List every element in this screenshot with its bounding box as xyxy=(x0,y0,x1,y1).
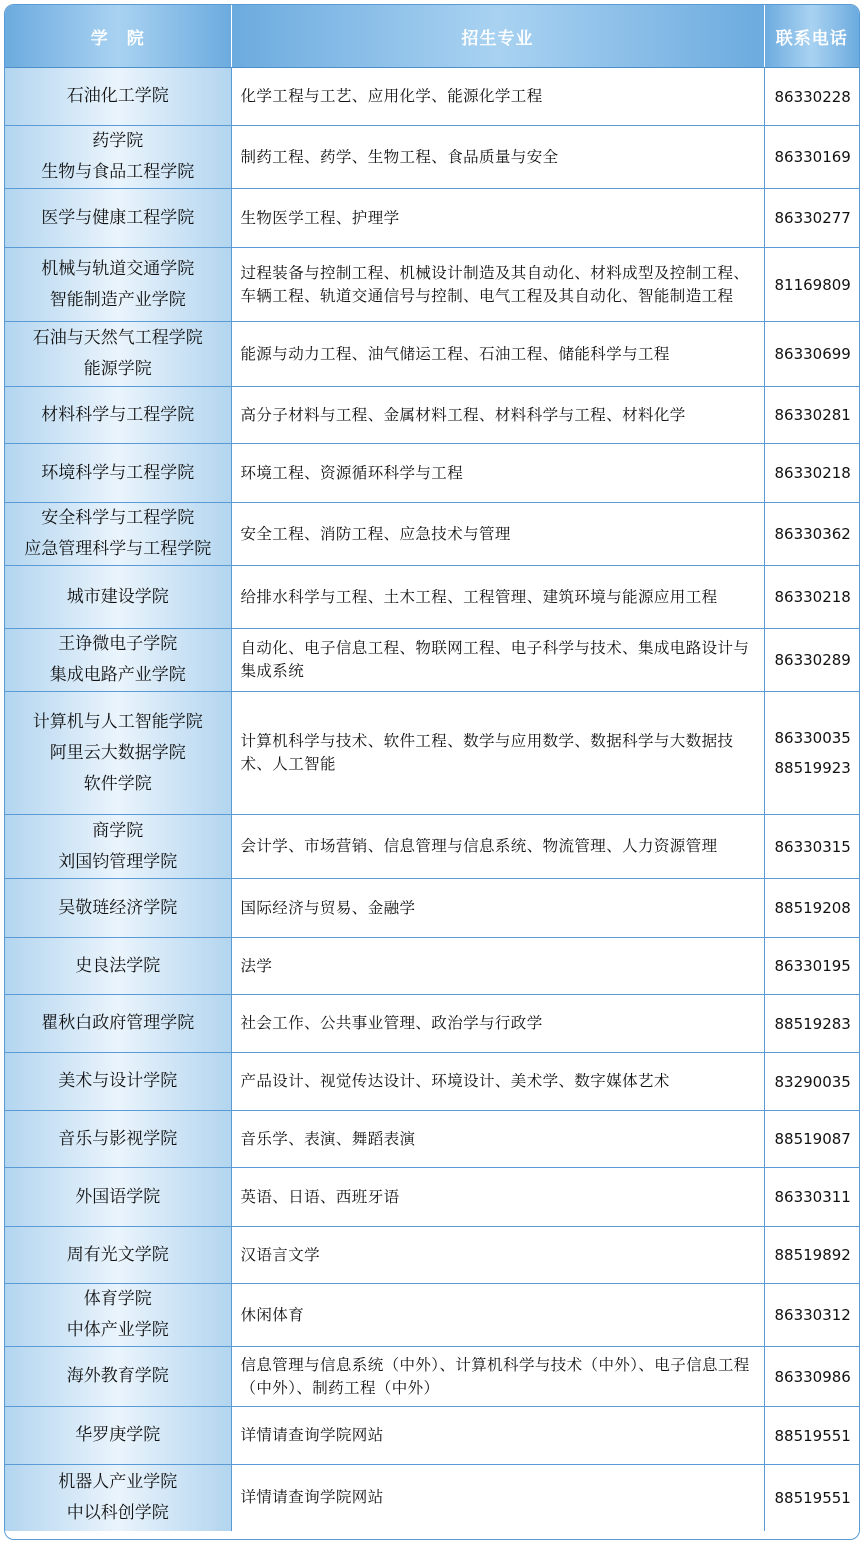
phone-cell xyxy=(764,68,859,126)
phone-cell xyxy=(764,1465,859,1531)
college-name: 石油化工学院 xyxy=(66,86,169,106)
college-cell xyxy=(5,189,231,248)
phone-number: 88519208 xyxy=(774,899,851,917)
college-name: 阿里云大数据学院 xyxy=(49,742,186,763)
phone-number: 86330315 xyxy=(774,837,851,856)
college-name: 华罗庚学院 xyxy=(75,1425,161,1445)
college-name: 中以科创学院 xyxy=(66,1502,169,1523)
college-cell xyxy=(5,503,231,566)
table-row xyxy=(5,248,859,322)
college-cell xyxy=(5,68,231,126)
table-row xyxy=(5,68,859,126)
majors-cell: 化学工程与工艺、应用化学、能源化学工程 xyxy=(231,68,764,126)
table-row xyxy=(5,1284,859,1347)
phone-cell xyxy=(764,1284,859,1347)
college-cell xyxy=(5,938,231,995)
majors-cell: 计算机科学与技术、软件工程、数学与应用数学、数据科学与大数据技术、人工智能 xyxy=(231,692,764,815)
table-row xyxy=(5,1407,859,1465)
majors-cell: 产品设计、视觉传达设计、环境设计、美术学、数字媒体艺术 xyxy=(231,1053,764,1111)
college-cell xyxy=(5,444,231,503)
phone-cell xyxy=(764,1407,859,1465)
college-name: 史良法学院 xyxy=(75,955,161,976)
phone-cell xyxy=(764,189,859,248)
college-name: 环境科学与工程学院 xyxy=(41,462,195,483)
phone-cell xyxy=(764,1227,859,1284)
phone-number: 86330218 xyxy=(774,588,851,606)
phone-cell xyxy=(764,1168,859,1227)
phone-cell xyxy=(764,692,859,815)
table-row xyxy=(5,1227,859,1284)
college-name: 集成电路产业学院 xyxy=(49,665,186,685)
college-cell xyxy=(5,1168,231,1227)
college-name: 商学院 xyxy=(92,820,144,841)
phone-cell xyxy=(764,444,859,503)
phone-cell xyxy=(764,503,859,566)
header-college: 学 院 xyxy=(5,5,231,68)
colleges-table-frame xyxy=(4,4,860,1540)
college-name: 城市建设学院 xyxy=(66,586,169,607)
phone-number: 88519087 xyxy=(774,1130,851,1148)
majors-cell: 国际经济与贸易、金融学 xyxy=(231,879,764,938)
phone-number: 86330289 xyxy=(774,651,851,669)
college-name: 刘国钧管理学院 xyxy=(58,851,178,872)
college-name: 药学院 xyxy=(92,131,144,151)
table-row xyxy=(5,815,859,879)
phone-number: 88519923 xyxy=(774,759,851,777)
college-cell xyxy=(5,879,231,938)
phone-cell xyxy=(764,629,859,692)
colleges-table xyxy=(5,5,859,1531)
phone-number: 86330169 xyxy=(774,148,851,166)
college-cell xyxy=(5,1111,231,1168)
college-name: 中体产业学院 xyxy=(66,1320,169,1340)
majors-cell: 环境工程、资源循环科学与工程 xyxy=(231,444,764,503)
majors-cell: 过程装备与控制工程、机械设计制造及其自动化、材料成型及控制工程、车辆工程、轨道交通信号与控制、电气工程及其自动化、智能制造工程 xyxy=(231,248,764,322)
table-row xyxy=(5,938,859,995)
majors-cell: 音乐学、表演、舞蹈表演 xyxy=(231,1111,764,1168)
college-cell xyxy=(5,815,231,879)
college-name: 机械与轨道交通学院 xyxy=(41,258,195,279)
college-cell xyxy=(5,1407,231,1465)
phone-number: 88519551 xyxy=(774,1426,851,1445)
phone-cell xyxy=(764,322,859,387)
college-name: 能源学院 xyxy=(83,359,152,379)
phone-number: 86330986 xyxy=(774,1367,851,1386)
majors-cell: 英语、日语、西班牙语 xyxy=(231,1168,764,1227)
college-name: 周有光文学院 xyxy=(66,1244,169,1265)
phone-number: 86330195 xyxy=(774,957,851,975)
majors-cell: 信息管理与信息系统（中外）、计算机科学与技术（中外）、电子信息工程（中外）、制药工程（中外） xyxy=(231,1347,764,1407)
header-phone: 联系电话 xyxy=(764,5,859,68)
college-name: 体育学院 xyxy=(83,1289,152,1309)
table-row xyxy=(5,1465,859,1531)
header-majors: 招生专业 xyxy=(231,5,764,68)
majors-cell: 能源与动力工程、油气储运工程、石油工程、储能科学与工程 xyxy=(231,322,764,387)
phone-number: 86330699 xyxy=(774,345,851,363)
phone-cell xyxy=(764,387,859,444)
college-name: 吴敬琏经济学院 xyxy=(58,897,178,918)
table-row xyxy=(5,566,859,629)
majors-cell: 社会工作、公共事业管理、政治学与行政学 xyxy=(231,995,764,1053)
phone-cell xyxy=(764,126,859,189)
majors-cell: 安全工程、消防工程、应急技术与管理 xyxy=(231,503,764,566)
table-row xyxy=(5,629,859,692)
majors-cell: 生物医学工程、护理学 xyxy=(231,189,764,248)
phone-number: 86330281 xyxy=(774,406,851,424)
college-name: 计算机与人工智能学院 xyxy=(32,711,203,732)
majors-cell: 自动化、电子信息工程、物联网工程、电子科学与技术、集成电路设计与集成系统 xyxy=(231,629,764,692)
college-name: 生物与食品工程学院 xyxy=(41,162,195,182)
college-name: 软件学院 xyxy=(83,773,152,794)
phone-cell xyxy=(764,879,859,938)
college-name: 海外教育学院 xyxy=(66,1366,169,1386)
table-row xyxy=(5,1168,859,1227)
phone-cell xyxy=(764,995,859,1053)
college-name: 外国语学院 xyxy=(75,1186,161,1207)
college-cell xyxy=(5,1284,231,1347)
phone-number: 86330311 xyxy=(774,1188,851,1206)
table-row xyxy=(5,444,859,503)
college-cell xyxy=(5,566,231,629)
phone-cell xyxy=(764,1347,859,1407)
college-name: 美术与设计学院 xyxy=(58,1071,178,1091)
table-row xyxy=(5,879,859,938)
majors-cell: 详情请查询学院网站 xyxy=(231,1407,764,1465)
phone-number: 86330228 xyxy=(774,87,851,106)
table-header-row xyxy=(5,5,859,68)
college-name: 医学与健康工程学院 xyxy=(41,207,195,228)
majors-cell: 给排水科学与工程、土木工程、工程管理、建筑环境与能源应用工程 xyxy=(231,566,764,629)
college-cell xyxy=(5,387,231,444)
phone-cell xyxy=(764,1111,859,1168)
phone-number: 86330277 xyxy=(774,209,851,227)
college-name: 智能制造产业学院 xyxy=(49,289,186,310)
college-cell xyxy=(5,1347,231,1407)
college-cell xyxy=(5,1465,231,1531)
college-name: 石油与天然气工程学院 xyxy=(32,328,203,348)
phone-cell xyxy=(764,248,859,322)
phone-cell xyxy=(764,938,859,995)
college-cell xyxy=(5,126,231,189)
table-row xyxy=(5,387,859,444)
college-name: 音乐与影视学院 xyxy=(58,1128,178,1149)
college-cell xyxy=(5,1053,231,1111)
majors-cell: 制药工程、药学、生物工程、食品质量与安全 xyxy=(231,126,764,189)
majors-cell: 法学 xyxy=(231,938,764,995)
phone-number: 83290035 xyxy=(774,1072,851,1091)
table-row xyxy=(5,189,859,248)
college-name: 材料科学与工程学院 xyxy=(41,404,195,425)
table-row xyxy=(5,1347,859,1407)
table-row xyxy=(5,1111,859,1168)
college-name: 应急管理科学与工程学院 xyxy=(24,539,212,559)
college-name: 瞿秋白政府管理学院 xyxy=(41,1013,195,1033)
phone-cell xyxy=(764,566,859,629)
college-name: 安全科学与工程学院 xyxy=(41,508,195,528)
table-row xyxy=(5,503,859,566)
phone-number: 88519551 xyxy=(774,1488,851,1507)
table-row xyxy=(5,126,859,189)
phone-number: 88519892 xyxy=(774,1246,851,1264)
college-name: 王诤微电子学院 xyxy=(58,634,178,654)
phone-number: 86330362 xyxy=(774,525,851,543)
majors-cell: 详情请查询学院网站 xyxy=(231,1465,764,1531)
college-cell xyxy=(5,995,231,1053)
table-body xyxy=(5,68,859,1531)
table-row xyxy=(5,692,859,815)
table-row xyxy=(5,995,859,1053)
college-cell xyxy=(5,1227,231,1284)
college-cell xyxy=(5,322,231,387)
table-row xyxy=(5,1053,859,1111)
majors-cell: 会计学、市场营销、信息管理与信息系统、物流管理、人力资源管理 xyxy=(231,815,764,879)
phone-cell xyxy=(764,1053,859,1111)
college-name: 机器人产业学院 xyxy=(58,1471,178,1492)
majors-cell: 汉语言文学 xyxy=(231,1227,764,1284)
majors-cell: 休闲体育 xyxy=(231,1284,764,1347)
college-cell xyxy=(5,248,231,322)
phone-cell xyxy=(764,815,859,879)
phone-number: 81169809 xyxy=(774,275,851,294)
phone-number: 88519283 xyxy=(774,1014,851,1033)
table-row xyxy=(5,322,859,387)
phone-number: 86330312 xyxy=(774,1306,851,1324)
college-cell xyxy=(5,629,231,692)
phone-number: 86330218 xyxy=(774,464,851,482)
majors-cell: 高分子材料与工程、金属材料工程、材料科学与工程、材料化学 xyxy=(231,387,764,444)
phone-number: 86330035 xyxy=(774,729,851,747)
college-cell xyxy=(5,692,231,815)
